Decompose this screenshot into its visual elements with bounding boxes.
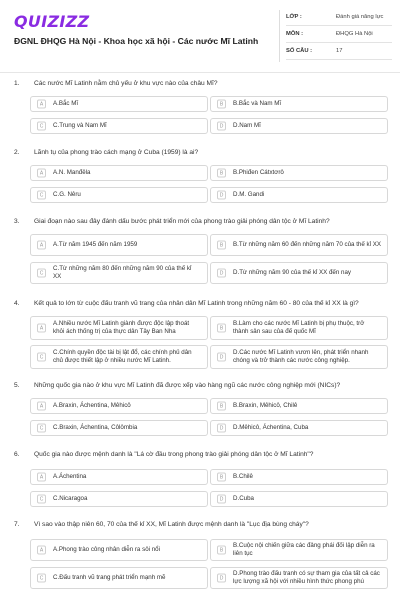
option-letter: D [217,574,226,583]
option-letter: A [37,324,46,333]
option-d[interactable] [210,345,388,369]
option-text: B.Bắc và Nam Mĩ [233,100,282,107]
question-text: Vì sao vào thập niên 60, 70 của thế kỉ XX, Mĩ Latinh được mệnh danh là "Lục địa bùng cháy"? [34,521,309,528]
option-letter: C [37,574,46,583]
option-text: D.M. Gandi [233,191,265,198]
option-text: A.Bắc Mĩ [53,100,79,107]
option-c[interactable] [30,567,208,589]
option-a[interactable] [30,316,208,340]
option-letter: A [37,169,46,178]
option-letter: D [217,269,226,278]
option-d[interactable] [210,187,388,203]
document-header [0,0,400,72]
option-b[interactable] [210,96,388,112]
option-a[interactable] [30,398,208,414]
quizizz-logo: QUIZIZZ [14,12,90,31]
option-letter: A [37,546,46,555]
question-number: 2. [14,149,20,156]
option-d[interactable] [210,118,388,134]
option-letter: C [37,269,46,278]
option-letter: B [217,324,226,333]
option-text: D.Phong trào đấu tranh có sự tham gia của tất cả các lực lượng xã hội với nhiều hình thức phong phú [233,570,380,585]
option-text: C.Chính quyền độc tài bị lật đổ, các chính phủ dân chủ được thiết lập ở nhiều nước Mĩ Latinh. [53,349,192,364]
option-letter: D [217,122,226,131]
meta-value: ĐHQG Hà Nội [336,31,373,37]
option-text: B.Chilê [233,473,253,480]
option-letter: B [217,100,226,109]
meta-row-subject [286,27,396,43]
option-text: A.Nhiều nước Mĩ Latinh giành được độc lập thoát khỏi ách thống trị của thực dân Tây Ban Nha [53,320,190,335]
option-letter: A [37,100,46,109]
option-b[interactable] [210,398,388,414]
option-letter: A [37,241,46,250]
option-text: C.Đấu tranh vũ trang phát triển mạnh mẽ [53,574,166,581]
question-text: Quốc gia nào được mệnh danh là "Lá cờ đầu trong phong trào giải phóng dân tộc ở Mĩ Latinh"? [34,451,314,458]
option-b[interactable] [210,316,388,340]
option-text: C.Từ những năm 80 đến những năm 90 của thế kỉ XX [53,265,192,280]
option-d[interactable] [210,262,388,284]
option-text: C.G. Nêru [53,191,81,198]
option-c[interactable] [30,118,208,134]
option-letter: A [37,402,46,411]
page-title: ĐGNL ĐHQG Hà Nội - Khoa học xã hội - Các nước Mĩ Latinh [14,36,259,46]
option-c[interactable] [30,420,208,436]
question-number: 1. [14,80,20,87]
meta-underline [286,42,392,43]
question-number: 4. [14,300,20,307]
option-letter: A [37,473,46,482]
option-letter: B [217,546,226,555]
option-letter: C [37,495,46,504]
meta-label: MÔN : [286,31,304,37]
question-number: 5. [14,382,20,389]
option-a[interactable] [30,469,208,485]
meta-value: Đánh giá năng lực [336,14,384,20]
option-text: A.Từ năm 1945 đến năm 1959 [53,241,138,248]
option-text: A.Braxin, Áchentina, Mêhicô [53,402,131,409]
option-text: D.Nam Mĩ [233,122,261,129]
option-letter: D [217,191,226,200]
option-a[interactable] [30,539,208,561]
option-letter: B [217,169,226,178]
option-text: D.Các nước Mĩ Latinh vươn lên, phát triển nhanh chóng và trở thành các nước công nghiệp. [233,349,369,364]
question-number: 6. [14,451,20,458]
option-c[interactable] [30,262,208,284]
question-number: 7. [14,521,20,528]
question-text: Kết quả to lớn từ cuộc đấu tranh vũ trang của nhân dân Mĩ Latinh trong những năm 60 - 80 của thế kỉ XX là gì? [34,300,359,307]
option-text: C.Trung và Nam Mĩ [53,122,107,129]
option-a[interactable] [30,234,208,256]
option-text: B.Phiđen Cátxtơrô [233,169,284,176]
meta-row-question-count [286,44,396,60]
option-text: B.Braxin, Mêhicô, Chilê [233,402,298,409]
option-d[interactable] [210,567,388,589]
meta-underline [286,59,392,60]
option-b[interactable] [210,469,388,485]
option-text: C.Braxin, Áchentina, Côlômbia [53,424,138,431]
option-b[interactable] [210,165,388,181]
option-letter: D [217,424,226,433]
question-text: Những quốc gia nào ở khu vực Mĩ Latinh đã được xếp vào hàng ngũ các nước công nghiệp mới (NICs)? [34,382,341,389]
option-text: B.Từ những năm 60 đến những năm 70 của thế kỉ XX [233,241,381,248]
option-letter: C [37,353,46,362]
option-letter: D [217,495,226,504]
meta-label: LỚP : [286,14,302,20]
option-text: D.Từ những năm 90 của thế kỉ XX đến nay [233,269,352,276]
option-text: B.Làm cho các nước Mĩ Latinh bị phụ thuộc, trở thành sân sau của đế quốc Mĩ [233,320,365,335]
option-c[interactable] [30,345,208,369]
option-text: D.Cuba [233,495,254,502]
option-letter: C [37,424,46,433]
option-letter: D [217,353,226,362]
header-divider [0,72,400,73]
option-a[interactable] [30,165,208,181]
question-text: Các nước Mĩ Latinh nằm chủ yếu ở khu vực nào của châu Mĩ? [34,80,218,87]
question-text: Giai đoạn nào sau đây đánh dấu bước phát triển mới của phong trào giải phóng dân tộc ở Mĩ Latinh? [34,218,330,225]
meta-value: 17 [336,48,343,54]
option-letter: B [217,473,226,482]
option-d[interactable] [210,491,388,507]
option-letter: C [37,191,46,200]
option-text: D.Mêhicô, Áchentina, Cuba [233,424,309,431]
option-c[interactable] [30,187,208,203]
option-c[interactable] [30,491,208,507]
option-text: A.N. Manđêla [53,169,91,176]
meta-underline [286,25,392,26]
option-b[interactable] [210,539,388,561]
option-text: A.Áchentina [53,473,87,480]
option-text: A.Phong trào công nhân diễn ra sôi nổi [53,546,160,553]
question-text: Lãnh tụ của phong trào cách mạng ở Cuba (1959) là ai? [34,149,199,156]
option-letter: C [37,122,46,131]
question-number: 3. [14,218,20,225]
meta-row-class [286,10,396,26]
option-a[interactable] [30,96,208,112]
meta-divider [279,10,280,62]
option-b[interactable] [210,234,388,256]
option-text: C.Nicaragoa [53,495,88,502]
option-text: B.Cuộc nội chiến giữa các đảng phái đối lập diễn ra liên tục [233,542,375,557]
option-letter: B [217,241,226,250]
option-letter: B [217,402,226,411]
meta-label: SỐ CÂU : [286,48,313,54]
option-d[interactable] [210,420,388,436]
